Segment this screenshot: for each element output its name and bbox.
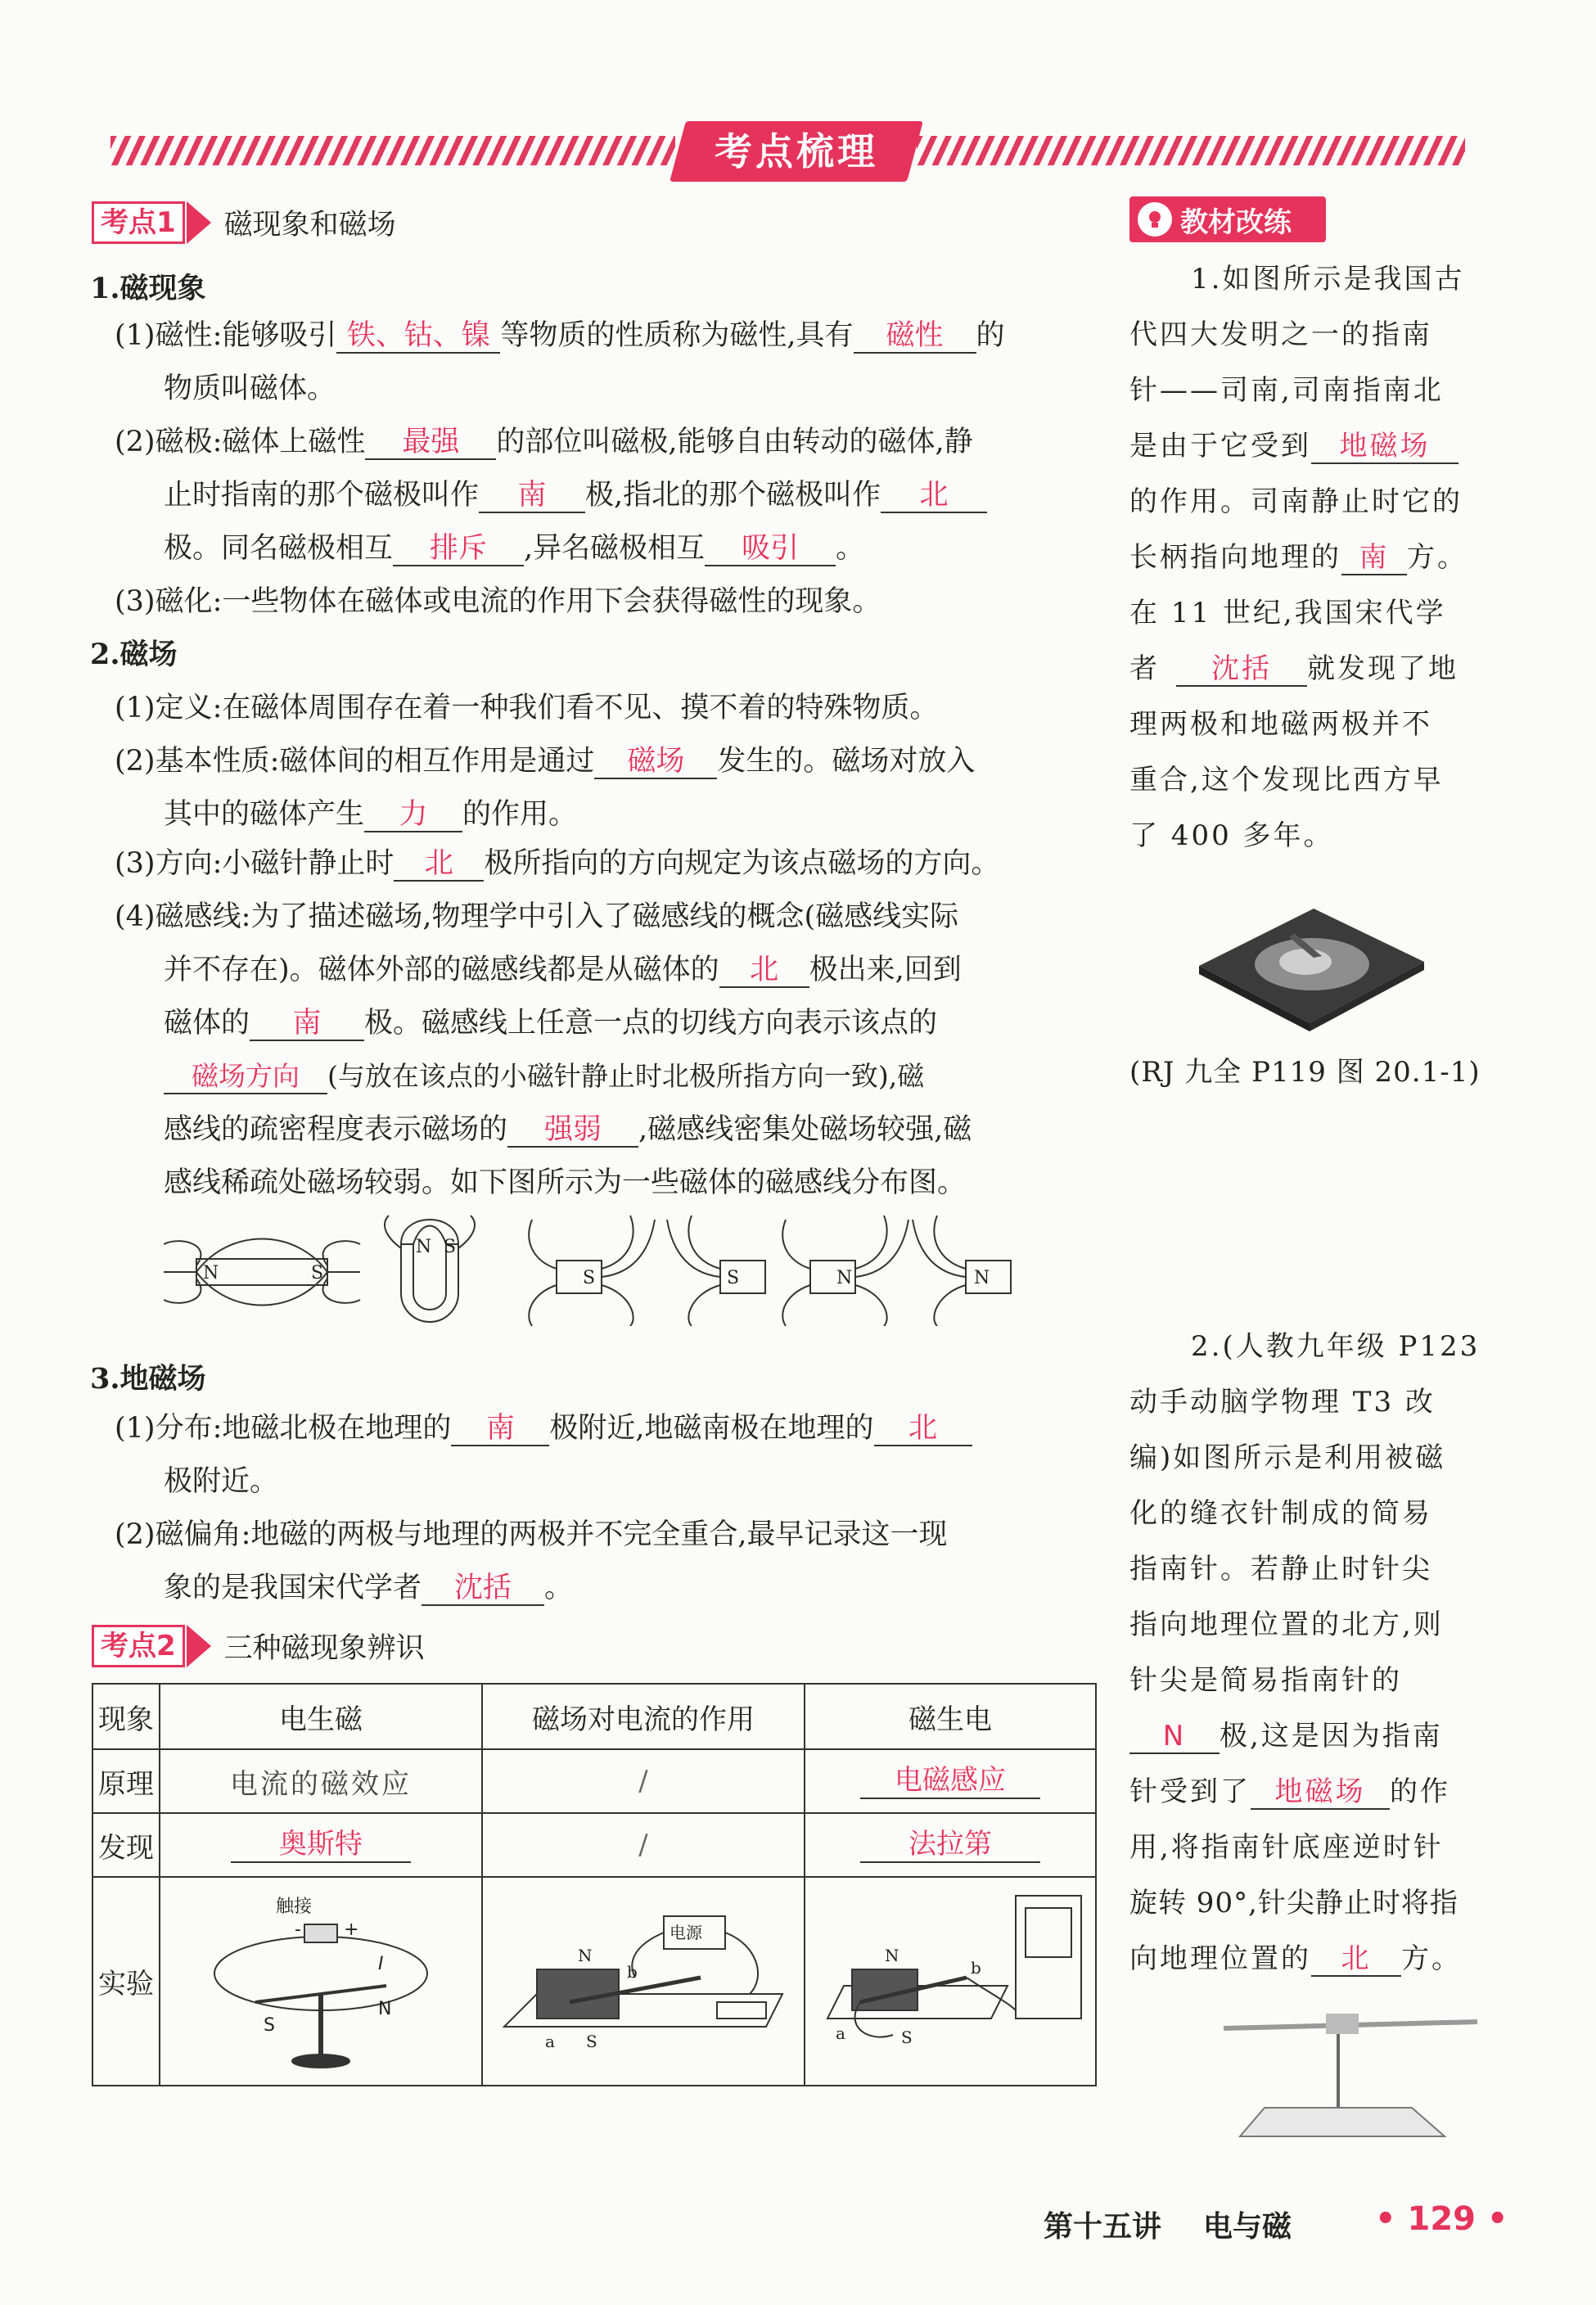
answer-blank: 北 [394,847,484,882]
q1-line: 代四大发明之一的指南 [1129,318,1432,351]
text: 的部位叫磁极,能够自由转动的磁体,静 [496,426,973,458]
s2-p2-line1 [115,741,975,782]
text: 极附近,地磁南极在地理的 [549,1412,874,1445]
text: (2)基本性质:磁体间的相互作用是通过 [115,745,595,778]
q2-line [1129,1938,1481,1979]
text: ,异名磁极相互 [524,532,706,565]
q2-line [1129,1771,1481,1812]
text: (与放在该点的小磁针静止时北极所指方向一致),磁 [327,1060,925,1092]
s2-heading: 2.磁场 [90,638,178,671]
header-banner: 考点梳理 [715,129,878,174]
text: 其中的磁体产生 [164,798,365,831]
induction-figure [811,1879,1089,2076]
section2-title: 三种磁现象辨识 [223,1632,425,1665]
fig-text: N [578,1946,593,1965]
sinan-compass-image [1191,892,1428,1031]
q2-line: 化的缝衣针制成的简易 [1129,1497,1432,1530]
text: 磁体的 [164,1007,250,1040]
sidebar-tag [1129,196,1326,242]
s2-p2-line2 [164,794,577,835]
fig-label-s: S [311,1263,324,1283]
text: ,磁感线密集处磁场较强,磁 [638,1113,972,1146]
s1-heading: 1.磁现象 [90,272,206,305]
q2-line [1129,1716,1481,1757]
header-stripe-left [110,136,675,165]
fig-text: a [545,2032,555,2051]
tag-arrow-icon [187,201,211,244]
s3-heading: 3.地磁场 [90,1362,206,1396]
s3-p1-line2: 极附近。 [164,1465,279,1498]
text: 方。 [1407,541,1468,574]
section2-tag-label: 考点2 [92,1625,185,1667]
fig-label-n: N [836,1268,853,1288]
answer-blank: 铁、钴、镍 [336,319,500,354]
section2-tag [92,1625,425,1667]
q2-line: 2.(人教九年级 P123 [1191,1330,1481,1363]
fig-label-n: N [974,1268,990,1288]
fig-label-n: N [203,1263,219,1283]
fig-text: I [378,1954,384,1974]
oersted-figure [198,1879,444,2076]
fig-label-s: S [444,1237,457,1257]
fig-text: b [627,1962,638,1982]
fig-text: S [586,2032,597,2051]
q1-line: 针——司南,司南指南北 [1129,374,1444,407]
q1-line [1129,648,1481,689]
fig-text: S [264,2015,275,2036]
text: 感线的疏密程度表示磁场的 [164,1113,508,1146]
q2-line: 动手动脑学物理 T3 改 [1129,1386,1436,1419]
header-stripe-right [917,136,1465,165]
fig-label-s: S [583,1268,596,1288]
fig-label-n: N [416,1237,432,1257]
text: (1)磁性:能够吸引 [115,319,337,352]
q1-caption: (RJ 九全 P119 图 20.1-1) [1129,1056,1481,1089]
s1-p1-line2: 物质叫磁体。 [164,372,336,405]
s1-p2-line1 [115,422,973,462]
table-cell: / [482,1813,805,1877]
text: 的作 [1390,1775,1450,1808]
text: (2)磁极:磁体上磁性 [115,426,366,458]
q1-line [1129,537,1481,578]
q1-line [1129,426,1481,467]
table-row [92,1813,1096,1877]
fig-text: N [885,1946,899,1965]
fig-text: - [295,1919,301,1940]
tag-arrow-icon [187,1625,211,1667]
text: 象的是我国宋代学者 [164,1572,422,1604]
row-label: 实验 [92,1877,160,2086]
answer-blank: 地磁场 [1251,1775,1390,1810]
answer-blank: 北 [881,479,987,513]
row-label: 原理 [92,1749,160,1813]
table-header: 现象 [92,1684,160,1749]
answer-blank: 北 [874,1412,972,1446]
s2-p4-line2 [164,950,962,990]
fig-text: + [344,1919,359,1940]
text: 等物质的性质称为磁性,具有 [500,319,854,352]
answer-blank: 磁场方向 [164,1060,327,1094]
answer-blank: 南 [250,1007,364,1041]
table-header: 电生磁 [160,1684,482,1749]
lightbulb-icon [1138,202,1172,237]
q1-line: 了 400 多年。 [1129,819,1334,852]
answer-blank: 力 [364,798,462,832]
answer-blank: 北 [1311,1942,1401,1977]
answer-blank: 排斥 [393,532,524,566]
q2-line: 旋转 90°,针尖静止时将指 [1129,1887,1458,1919]
answer-blank: 沈括 [1176,652,1307,687]
table-cell [160,1813,482,1877]
text: (3)方向:小磁针静止时 [115,847,394,880]
table-header-row [92,1684,1096,1749]
row-label: 发现 [92,1813,160,1877]
s2-p4-line5 [164,1109,972,1150]
answer-blank: 磁性 [854,319,976,354]
text: 极,指北的那个磁极叫作 [585,479,881,512]
text: (1)分布:地磁北极在地理的 [115,1412,452,1445]
text: 极。同名磁极相互 [164,532,394,565]
text: 。 [544,1572,574,1604]
q1-line: 理两极和地磁两极并不 [1129,708,1432,741]
table-row [92,1749,1096,1813]
table-cell: / [482,1749,805,1813]
answer-blank: 沈括 [422,1572,544,1606]
s2-p4-line3 [164,1003,937,1044]
fig-text: N [378,1999,392,2019]
section1-tag [92,201,396,244]
text: 的作用。 [462,798,578,831]
experiment-oersted [160,1877,482,2086]
fig-text: a [836,2023,845,2043]
table-row [92,1877,1096,2086]
answer-blank: 最强 [365,426,496,460]
text: 止时指南的那个磁极叫作 [164,479,480,512]
text: 并不存在)。磁体外部的磁感线都是从磁体的 [164,954,719,986]
text: 的 [976,319,1005,352]
table-cell [805,1813,1096,1877]
s1-p3: (3)磁化:一些物体在磁体或电流的作用下会获得磁性的现象。 [115,585,881,618]
experiment-force [482,1877,805,2086]
answer-blank: 法拉第 [860,1827,1040,1863]
answer-blank: 磁场 [594,745,717,779]
text: 。 [836,532,865,565]
s2-p3 [115,843,999,884]
s2-p1: (1)定义:在磁体周围存在着一种我们看不见、摸不着的特殊物质。 [115,692,939,724]
s2-p4-line4 [164,1056,924,1097]
answer-blank: N [1129,1720,1220,1754]
fig-text: S [901,2028,913,2047]
text: 针受到了 [1129,1775,1251,1808]
answer-blank: 北 [719,954,809,988]
field-lines-figure [164,1211,1031,1326]
fig-text: b [971,1958,981,1978]
q2-line: 针尖是简易指南针的 [1129,1664,1402,1697]
needle-compass-image [1215,2005,1486,2145]
fig-text: 触接 [276,1897,313,1917]
s2-p4-line1: (4)磁感线:为了描述磁场,物理学中引入了磁感线的概念(磁感线实际 [115,900,959,933]
answer-blank: 强弱 [507,1113,638,1148]
answer-blank: 吸引 [705,532,836,566]
s3-p2-line2 [164,1567,573,1608]
experiment-induction [805,1877,1096,2086]
q1-line: 在 11 世纪,我国宋代学 [1129,597,1446,629]
q1-line: 的作用。司南静止时它的 [1129,485,1463,518]
q1-line: 重合,这个发现比西方早 [1129,764,1444,796]
s1-p1-line1 [115,315,1005,356]
text: 发生的。磁场对放入 [717,745,976,778]
text: 极出来,回到 [809,954,962,986]
answer-blank: 南 [451,1412,549,1446]
text: 者 [1129,652,1160,685]
fig-label-s: S [727,1268,740,1288]
s2-p4-line6: 感线稀疏处磁场较弱。如下图所示为一些磁体的磁感线分布图。 [164,1166,967,1199]
text: 就发现了地 [1307,652,1458,685]
page-number: • 129 • [1375,2200,1508,2238]
text: 极。磁感线上任意一点的切线方向表示该点的 [364,1007,938,1040]
footer-topic: 电与磁 [1203,2210,1292,2244]
text: 极所指向的方向规定为该点磁场的方向。 [484,847,1000,880]
answer-blank: 地磁场 [1311,430,1458,464]
answer-blank: 南 [1341,541,1407,575]
answer-blank: 南 [479,479,585,513]
section1-title: 磁现象和磁场 [223,209,396,241]
s1-p2-line2 [164,475,987,516]
answer-blank: 奥斯特 [231,1827,411,1863]
phenomena-table [92,1683,1097,2086]
s3-p1-line1 [115,1408,972,1449]
q2-line: 用,将指南针底座逆时针 [1129,1831,1444,1864]
text: 方。 [1401,1942,1462,1975]
s3-p2-line1: (2)磁偏角:地磁的两极与地理的两极并不完全重合,最早记录这一现 [115,1518,948,1551]
text: 是由于它受到 [1129,430,1311,462]
q2-line: 指向地理位置的北方,则 [1129,1608,1444,1641]
text: 极,这是因为指南 [1220,1720,1443,1752]
q2-line: 指南针。若静止时针尖 [1129,1553,1432,1586]
table-header: 磁生电 [805,1684,1096,1749]
motor-figure [488,1879,799,2076]
section1-tag-label: 考点1 [92,201,185,244]
text: 向地理位置的 [1129,1942,1311,1975]
sidebar-tag-label: 教材改练 [1180,205,1292,239]
text: 长柄指向地理的 [1129,541,1341,574]
q1-line: 1.如图所示是我国古 [1191,263,1465,295]
answer-blank: 电磁感应 [860,1763,1040,1799]
s1-p2-line3 [164,528,864,569]
fig-text: 电源 [670,1923,702,1942]
table-cell: 电流的磁效应 [160,1749,482,1813]
footer-chapter: 第十五讲 [1044,2210,1162,2244]
q2-line: 编)如图所示是利用被磁 [1129,1441,1446,1474]
table-cell [805,1749,1096,1813]
table-header: 磁场对电流的作用 [482,1684,805,1749]
